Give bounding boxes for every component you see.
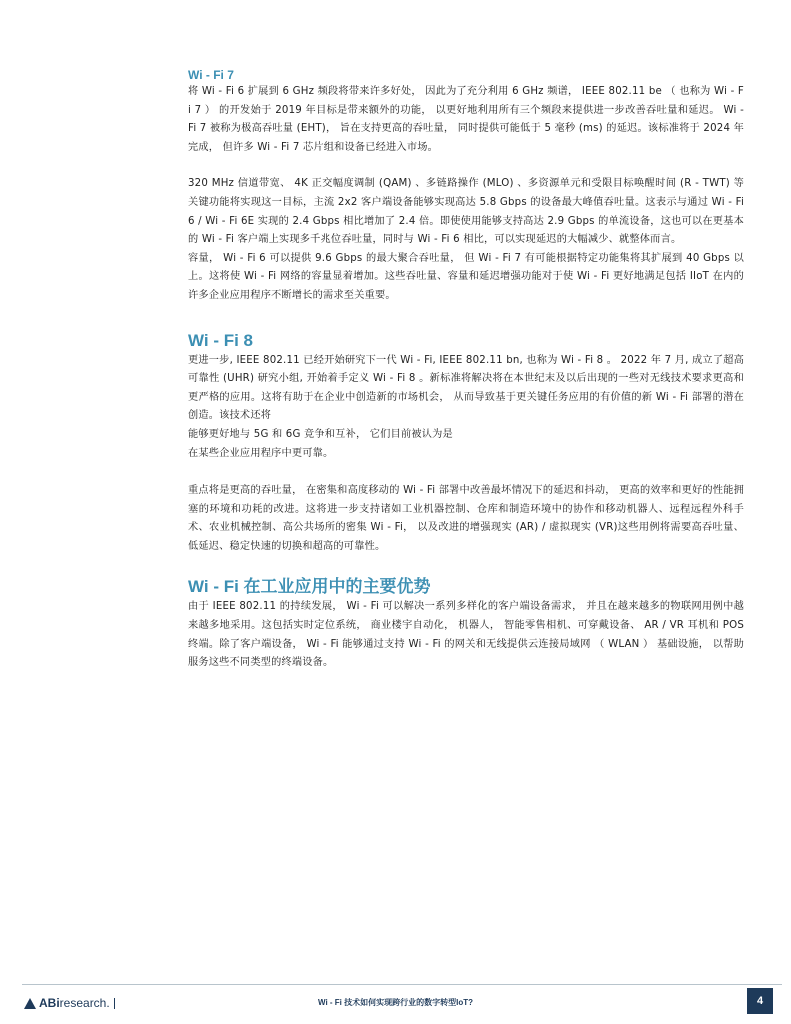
paragraph: 重点将是更高的吞吐量， 在密集和高度移动的 Wi - Fi 部署中改善最坏情况下的延迟和抖动， 更高的效率和更好的性能拥塞的环境和功耗的改进。这将进一步支持诸如工业机器控制、仓库和制造环境中的协作和移动机器人、远程远程外科手术、农业机械控制、高公共场所的密集 Wi - Fi， 以及改进的增强现实 (AR) / 虚拟现实 (VR)这些用例将需要高吞吐量、低延迟、稳定快速的切换和超高的可靠性。: [188, 485, 744, 552]
paragraph: 更进一步, IEEE 802.11 已经开始研究下一代 Wi - Fi, IEEE 802.11 bn, 也称为 Wi - Fi 8 。 2022 年 7 月, 成立了超高可靠性 (UHR) 研究小组, 开始着手定义 Wi - Fi 8 。新标准将解决将在本世纪末及以后出现的一些对无线技术要求更高和更严格的应用。这将有助于在企业中创造新的市场机会， 从而导致基于更关键任务应用的有价值的新 Wi - Fi 部署的潜在创造。该技术还将: [188, 354, 744, 422]
page-number: 4: [747, 988, 773, 1014]
paragraph: 将 Wi - Fi 6 扩展到 6 GHz 频段将带来许多好处， 因此为了充分利用 6 GHz 频谱， IEEE 802.11 be （ 也称为 Wi - Fi 7 ） 的开发始于 2019 年目标是带来额外的功能， 以更好地利用所有三个频段来提供进一步改善吞吐量和延迟。 Wi - Fi 7 被称为极高吞吐量 (EHT)， 旨在支持更高的吞吐量， 同时提供可能低于 5 毫秒 (ms) 的延迟。该标准将于 2024 年完成， 但许多 Wi - Fi 7 芯片组和设备已经进入市场。: [188, 86, 744, 153]
footer-document-title: Wi - Fi 技术如何实现跨行业的数字转型IoT?: [317, 998, 474, 1007]
paragraph: 320 MHz 信道带宽、 4K 正交幅度调制 (QAM) 、多链路操作 (MLO) 、多资源单元和受限目标唤醒时间 (R - TWT) 等关键功能将实现这一目标，主流 2x2 客户端设备能够实现高达 5.8 Gbps 的设备最大峰值吞吐量。这表示与通过 Wi - Fi 6 / Wi - Fi 6E 实现的 2.4 Gbps 相比增加了 2.4 倍。即使使用能够支持高达 2.9 Gbps 的单流设备，这也可以在更基本的 Wi - Fi 客户端上实现多千兆位吞吐量，同时与 Wi - Fi 6 相比，可以实现延迟的大幅减少、就整体而言。: [188, 178, 744, 246]
section-wifi8: [188, 330, 744, 557]
section-heading: Wi - Fi 8: [188, 330, 254, 350]
section-heading: Wi - Fi 在工业应用中的主要优势: [188, 577, 431, 597]
paragraph: 容量， Wi - Fi 6 可以提供 9.6 Gbps 的最大聚合吞吐量， 但 Wi - Fi 7 有可能根据特定功能集将其扩展到 40 Gbps 以上。这将使 Wi - Fi 网络的容量显着增加。这些吞吐量、容量和延迟增强功能对于使 Wi - Fi 更好地满足包括 IIoT 在内的许多企业应用程序不断增长的需求至关重要。: [188, 252, 744, 301]
main-content: [188, 68, 744, 673]
logo-text: ABiresearch.: [39, 996, 110, 1010]
section-heading: Wi - Fi 7: [188, 68, 234, 82]
paragraph: 能够更好地与 5G 和 6G 竞争和互补， 它们目前被认为是: [188, 428, 453, 440]
paragraph: 在某些企业应用程序中更可靠。: [188, 447, 334, 459]
section-wifi7: [188, 68, 744, 306]
paragraph: 由于 IEEE 802.11 的持续发展， Wi - Fi 可以解决一系列多样化的客户端设备需求， 并且在越来越多的物联网用例中越来越多地采用。这包括实时定位系统， 商业楼宇自动化， 机器人， 智能零售相机、可穿戴设备、 AR / VR 耳机和 POS 终端。除了客户端设备， Wi - Fi 能够通过支持 Wi - Fi 的网关和无线提供云连接局域网 （ WLAN ） 基础设施， 以帮助服务这些不同类型的终端设备。: [188, 601, 744, 669]
section-industrial-advantages: [188, 576, 744, 672]
page-footer: [0, 985, 791, 1024]
